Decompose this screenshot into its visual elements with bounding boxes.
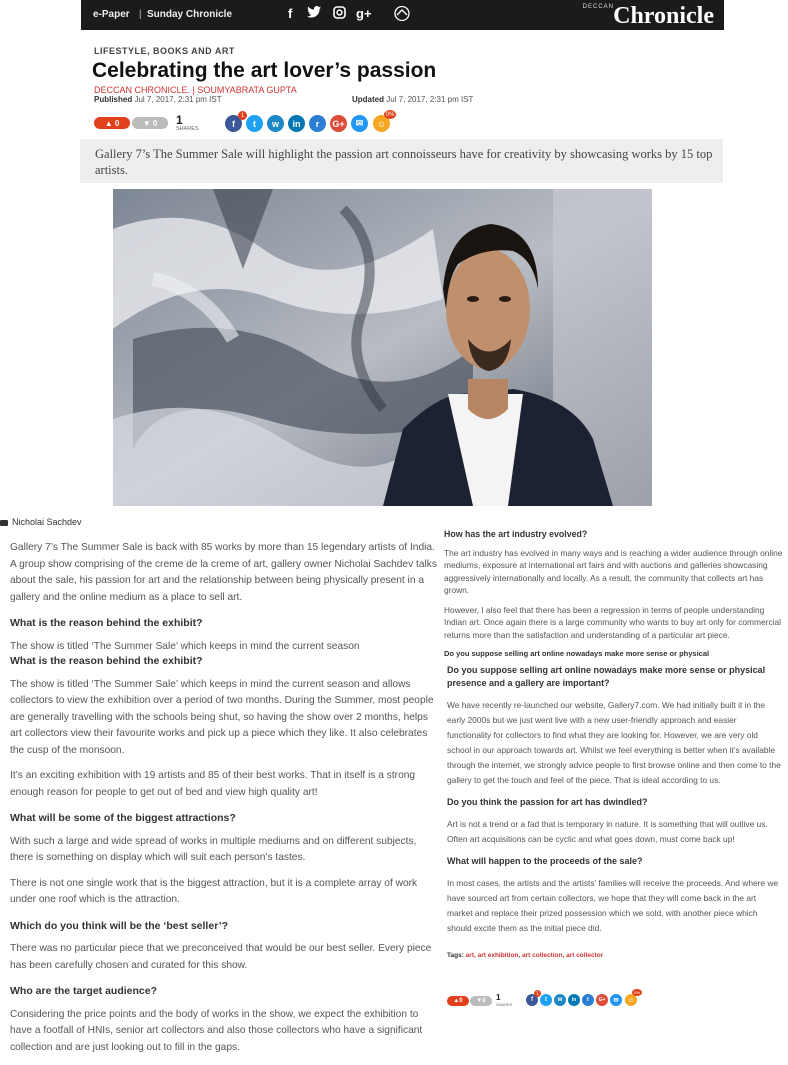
published-label: Published bbox=[94, 95, 133, 104]
share-count-badge: 1 bbox=[238, 111, 247, 120]
share-bar bbox=[94, 113, 454, 133]
question-heading: What will happen to the proceeds of the sale? bbox=[447, 856, 643, 866]
section-label[interactable]: LIFESTYLE, BOOKS AND ART bbox=[94, 46, 235, 56]
site-logo[interactable]: Chronicle bbox=[613, 3, 714, 29]
answer-paragraph: The show is titled ‘The Summer Sale’ which keeps in mind the current season and allows collectors to view the exhibition over a period of two months. During the Summer, most people are generally travelling with the schools being shut, so having the show over 2 months, helps art collectors view their favourite works and pick up a piece which they like. It also celebrates the cusp of the monsoon. bbox=[10, 678, 434, 756]
tags-label: Tags: bbox=[447, 952, 464, 959]
shares-label: SHARES bbox=[496, 1002, 513, 1007]
emoji-reaction-icon[interactable]: ☺ bbox=[373, 115, 390, 132]
thumbs-up-button[interactable]: ▲ 0 bbox=[94, 117, 130, 129]
answer-paragraph: Art is not a trend or a fad that is temporary in nature. It is something that will outlive us. Often art acquisitions can be cyclic and what goes down, must come back up! bbox=[447, 819, 768, 844]
twitter-share-icon[interactable]: t bbox=[246, 115, 263, 132]
shares-count: 1 bbox=[176, 113, 183, 127]
updated-label: Updated bbox=[352, 95, 384, 104]
twitter-icon[interactable] bbox=[307, 6, 321, 21]
thumbs-up-button[interactable]: ▲ 0 bbox=[447, 996, 469, 1006]
tags-row bbox=[447, 952, 603, 959]
question-heading: Do you suppose selling art online nowadays make more sense or physical bbox=[444, 649, 710, 658]
whatsapp-share-icon[interactable]: w bbox=[554, 994, 566, 1006]
standfirst-box bbox=[80, 139, 723, 183]
site-header bbox=[81, 0, 724, 30]
thumbs-down-button[interactable]: ▼ 0 bbox=[470, 996, 492, 1006]
question-heading: Who are the target audience? bbox=[10, 985, 158, 997]
answer-paragraph: Considering the price points and the body of works in the show, we expect the exhibition to have a footfall of HNIs, senior art collectors and also those collectors who have a significant collection and are just looking out to fill in the gaps. bbox=[10, 1008, 423, 1053]
question-heading: What is the reason behind the exhibit? bbox=[10, 655, 203, 667]
epaper-link[interactable]: e-Paper bbox=[93, 9, 130, 20]
answer-paragraph: We have recently re-launched our website, Gallery7.com. We had initially built it in the early 2000s but we just went live with a new user-friendly approach and easier functionality for collectors to find what they are looking for. However, we are very old school in our approach towards art. Whilst we feel everything is better when it’s available through the internet, we strongly advice people to first browse online and then come to the gallery to get the touch and feel of the piece. That is ideal according to us. bbox=[447, 700, 781, 785]
answer-paragraph: It’s an exciting exhibition with 19 artists and 85 of their best works. That in itself is a strong enough reason for people to get out of bed and view high quality art! bbox=[10, 770, 416, 798]
thumbs-down-icon: ▼ bbox=[142, 118, 153, 128]
reaction-badge: 0% bbox=[632, 989, 642, 996]
answer-paragraph: However, I also feel that there has been a regression in terms of people understanding Indian art. Once again there is a large community who wants to buy art only for commercial returns more than the satisfaction and understanding of a particular art piece. bbox=[444, 604, 782, 640]
sunday-chronicle-link[interactable]: Sunday Chronicle bbox=[147, 9, 233, 20]
published-date: Jul 7, 2017, 2:31 pm IST bbox=[134, 95, 222, 104]
standfirst-text: Gallery 7’s The Summer Sale will highlight the passion art connoisseurs have for creativity by showcasing works by 15 top artists. bbox=[95, 147, 713, 177]
question-heading: What will be some of the biggest attractions? bbox=[10, 812, 236, 824]
publish-info bbox=[94, 95, 534, 104]
share-count-badge: 1 bbox=[534, 990, 541, 997]
shares-count: 1 bbox=[496, 993, 501, 1002]
answer-paragraph: The show is titled ‘The Summer Sale’ which keeps in mind the current season bbox=[10, 640, 360, 652]
reaction-badge: 0% bbox=[385, 111, 395, 118]
twitter-share-icon[interactable]: t bbox=[540, 994, 552, 1006]
tags-links[interactable]: art, art exhibition, art collection, art collector bbox=[465, 952, 604, 959]
linkedin-share-icon[interactable]: in bbox=[288, 115, 305, 132]
article-body-right bbox=[444, 528, 784, 667]
reddit-share-icon[interactable]: r bbox=[582, 994, 594, 1006]
thumbs-down-button[interactable]: ▼ 0 bbox=[132, 117, 168, 129]
facebook-share-icon[interactable]: f bbox=[225, 115, 242, 132]
question-heading: Which do you think will be the ‘best seller’? bbox=[10, 919, 228, 932]
article-title: Celebrating the art lover’s passion bbox=[92, 59, 437, 82]
reddit-share-icon[interactable]: r bbox=[309, 115, 326, 132]
intro-paragraph: Gallery 7’s The Summer Sale is back with 85 works by more than 15 legendary artists of India. A group show comprising of the creme de la creme of art, gallery owner Nicholai Sachdev talks about the sale, his passion for art and the relationship between being physically present in a gallery and the online medium as a place to sell art. bbox=[10, 542, 437, 603]
hero-photo bbox=[113, 189, 652, 506]
google-plus-share-icon[interactable]: G+ bbox=[596, 994, 608, 1006]
email-share-icon[interactable]: ✉ bbox=[351, 115, 368, 132]
answer-paragraph: There was no particular piece that we preconceived that would be our best seller. Every piece has been carefully chosen and curated for this show. bbox=[10, 943, 432, 971]
article-body-left bbox=[10, 540, 442, 1065]
thumbs-up-icon: ▲ bbox=[104, 118, 115, 128]
brand-prefix: DECCAN bbox=[582, 4, 614, 10]
answer-paragraph: There is not one single work that is the biggest attraction, but it is a complete array of work under one roof which is the attraction. bbox=[10, 877, 418, 905]
email-share-icon[interactable]: ✉ bbox=[610, 994, 622, 1006]
shares-label: SHARES bbox=[176, 126, 199, 132]
updated-date: Jul 7, 2017, 2:31 pm IST bbox=[386, 95, 474, 104]
answer-paragraph: The art industry has evolved in many ways and is reaching a wider audience through online mediums, exposure at international art fairs and with auctions and galleries showcasing aggressively internationally and locally. As a result, the community that collects art has grown. bbox=[444, 547, 783, 595]
google-plus-share-icon[interactable]: G+ bbox=[330, 115, 347, 132]
header-separator: | bbox=[139, 9, 142, 20]
app-icon[interactable] bbox=[393, 6, 411, 24]
google-plus-icon[interactable]: g+ bbox=[356, 6, 372, 21]
emoji-reaction-icon[interactable]: ☺ bbox=[625, 994, 637, 1006]
facebook-share-icon[interactable]: f bbox=[526, 994, 538, 1006]
answer-paragraph: In most cases, the artists and the artists’ families will receive the proceeds. And where we have sourced art from certain collectors, we hope that they will come back in the art market and replace their prized possession which we sold, with another piece which should excite them as the initial piece did. bbox=[447, 878, 779, 933]
camera-icon bbox=[0, 520, 8, 526]
share-bar-bottom bbox=[447, 992, 647, 1012]
question-heading: Do you think the passion for art has dwindled? bbox=[447, 797, 648, 807]
question-heading: What is the reason behind the exhibit? bbox=[10, 617, 203, 629]
article-body-right-lower bbox=[447, 664, 782, 944]
linkedin-share-icon[interactable]: in bbox=[568, 994, 580, 1006]
whatsapp-share-icon[interactable]: w bbox=[267, 115, 284, 132]
question-heading: How has the art industry evolved? bbox=[444, 529, 588, 539]
instagram-icon[interactable] bbox=[333, 6, 346, 22]
facebook-icon[interactable]: f bbox=[288, 6, 293, 21]
photo-caption: Nicholai Sachdev bbox=[0, 517, 82, 527]
byline[interactable]: DECCAN CHRONICLE. | SOUMYABRATA GUPTA bbox=[94, 85, 297, 95]
thumbs-down-icon: ▼ bbox=[476, 998, 483, 1004]
answer-paragraph: With such a large and wide spread of works in multiple mediums and on different subjects, there is something on display which will suit each person’s tastes. bbox=[10, 835, 417, 863]
question-heading: Do you suppose selling art online nowadays make more sense or physical presence and a gallery are important? bbox=[447, 665, 766, 688]
thumbs-up-icon: ▲ bbox=[453, 998, 460, 1004]
